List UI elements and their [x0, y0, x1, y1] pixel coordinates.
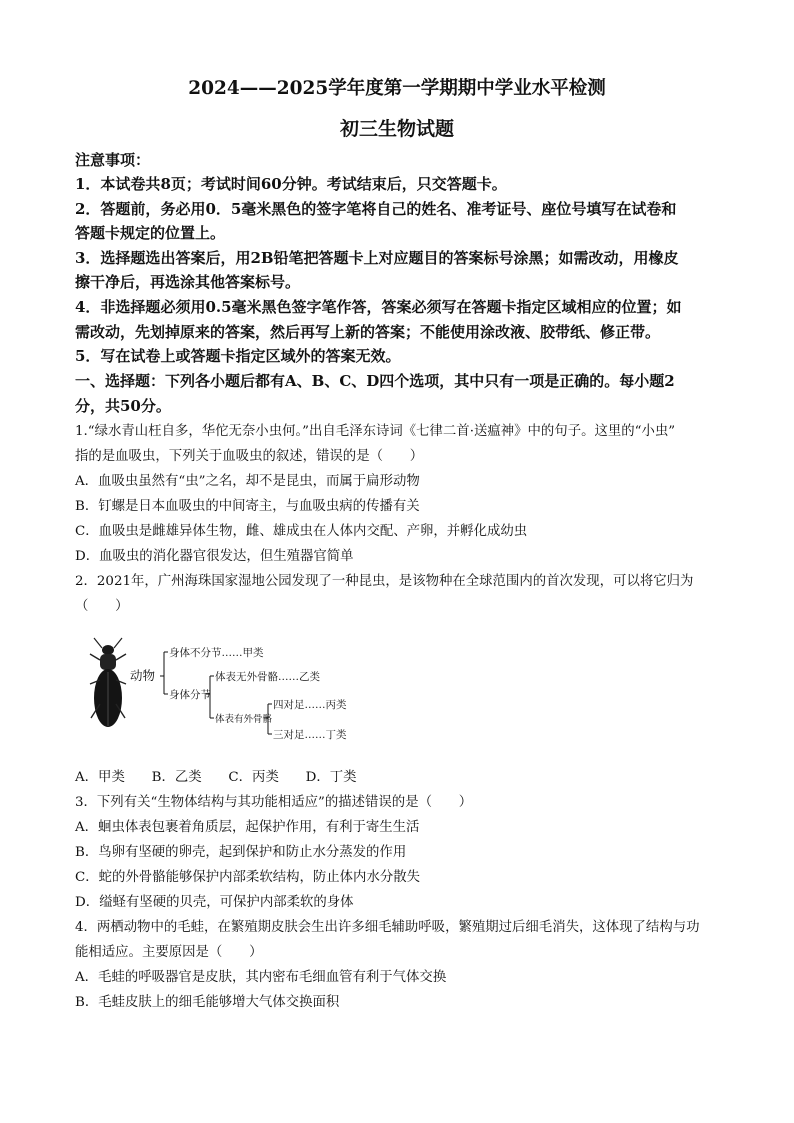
diagram-node-segmented: 身体分节 — [169, 689, 211, 701]
q1-option-a: A．血吸虫虽然有“虫”之名，却不是昆虫，而属于扁形动物 — [75, 474, 420, 489]
q1-stem-2: 指的是血吸虫，下列关于血吸虫的叙述，错误的是（ ） — [75, 449, 424, 464]
notice-line-1: 1．本试卷共8页；考试时间60分钟。考试结束后，只交答题卡。 — [75, 175, 507, 193]
q1-option-c: C．血吸虫是雌雄异体生物，雌、雄成虫在人体内交配、产卵，并孵化成幼虫 — [75, 524, 528, 539]
notice-line-5: 擦干净后，再选涂其他答案标号。 — [75, 273, 301, 291]
q3-option-d: D．缢蛏有坚硬的贝壳，可保护内部柔软的身体 — [75, 895, 354, 910]
exam-subtitle: 初三生物试题 — [339, 118, 454, 140]
notice-line-3: 答题卡规定的位置上。 — [75, 224, 226, 242]
diagram-node-no-exoskeleton: 体表无外骨骼……乙类 — [215, 671, 320, 683]
diagram-node-four-pairs: 四对足……丙类 — [273, 699, 347, 711]
diagram-node-unsegmented: 身体不分节……甲类 — [169, 647, 264, 659]
q3-option-b: B．鸟卵有坚硬的卵壳，起到保护和防止水分蒸发的作用 — [75, 845, 407, 860]
diagram-node-three-pairs: 三对足……丁类 — [273, 729, 347, 741]
notice-heading: 注意事项： — [75, 151, 151, 169]
q2-stem-1: 2．2021年，广州海珠国家湿地公园发现了一种昆虫，是该物种在全球范围内的首次发现，可以将它归为 — [75, 574, 694, 589]
q2-options: A．甲类 B．乙类 C．丙类 D．丁类 — [75, 770, 357, 785]
q1-stem-1: 1.“绿水青山枉自多，华佗无奈小虫何。”出自毛泽东诗词《七律二首·送瘟神》中的句子。这里的“小虫” — [75, 424, 676, 439]
q4-option-a: A．毛蛙的呼吸器官是皮肤，其内密布毛细血管有利于气体交换 — [75, 970, 447, 985]
diagram-root: 动物 — [130, 668, 156, 683]
q3-option-c: C．蛇的外骨骼能够保护内部柔软结构，防止体内水分散失 — [75, 870, 421, 885]
notice-line-8: 5．写在试卷上或答题卡指定区域外的答案无效。 — [75, 347, 401, 365]
q4-option-b: B．毛蛙皮肤上的细毛能够增大气体交换面积 — [75, 995, 340, 1010]
diagram-node-exoskeleton: 体表有外骨骼 — [215, 714, 273, 725]
notice-line-6: 4．非选择题必须用0.5毫米黑色签字笔作答，答案必须写在答题卡指定区域相应的位置；如 — [75, 298, 682, 316]
q1-option-b: B．钉螺是日本血吸虫的中间寄主，与血吸虫病的传播有关 — [75, 499, 420, 514]
q3-stem: 3．下列有关“生物体结构与其功能相适应”的描述错误的是（ ） — [75, 795, 473, 810]
section1-heading-2: 分，共50分。 — [75, 397, 171, 415]
notice-line-7: 需改动，先划掉原来的答案，然后再写上新的答案；不能使用涂改液、胶带纸、修正带。 — [75, 323, 661, 341]
q2-stem-2: （ ） — [75, 599, 129, 614]
notice-line-4: 3．选择题选出答案后，用2B铅笔把答题卡上对应题目的答案标号涂黑；如需改动，用橡皮 — [75, 249, 679, 267]
exam-title: 2024——2025学年度第一学期期中学业水平检测 — [188, 78, 606, 99]
section1-heading-1: 一、选择题：下列各小题后都有A、B、C、D四个选项，其中只有一项是正确的。每小题2 — [75, 372, 675, 390]
notice-line-2: 2．答题前，务必用0．5毫米黑色的签字笔将自己的姓名、准考证号、座位号填写在试卷和 — [75, 200, 677, 218]
beetle-icon — [90, 638, 126, 727]
q4-stem-2: 能相适应。主要原因是（ ） — [75, 945, 263, 960]
q3-option-a: A．蛔虫体表包裹着角质层，起保护作用，有利于寄生生活 — [75, 820, 420, 835]
q4-stem-1: 4．两栖动物中的毛蛙，在繁殖期皮肤会生出许多细毛辅助呼吸，繁殖期过后细毛消失，这体现了结构与功 — [75, 920, 700, 935]
classification-diagram — [88, 626, 378, 752]
q1-option-d: D．血吸虫的消化器官很发达，但生殖器官简单 — [75, 549, 354, 564]
